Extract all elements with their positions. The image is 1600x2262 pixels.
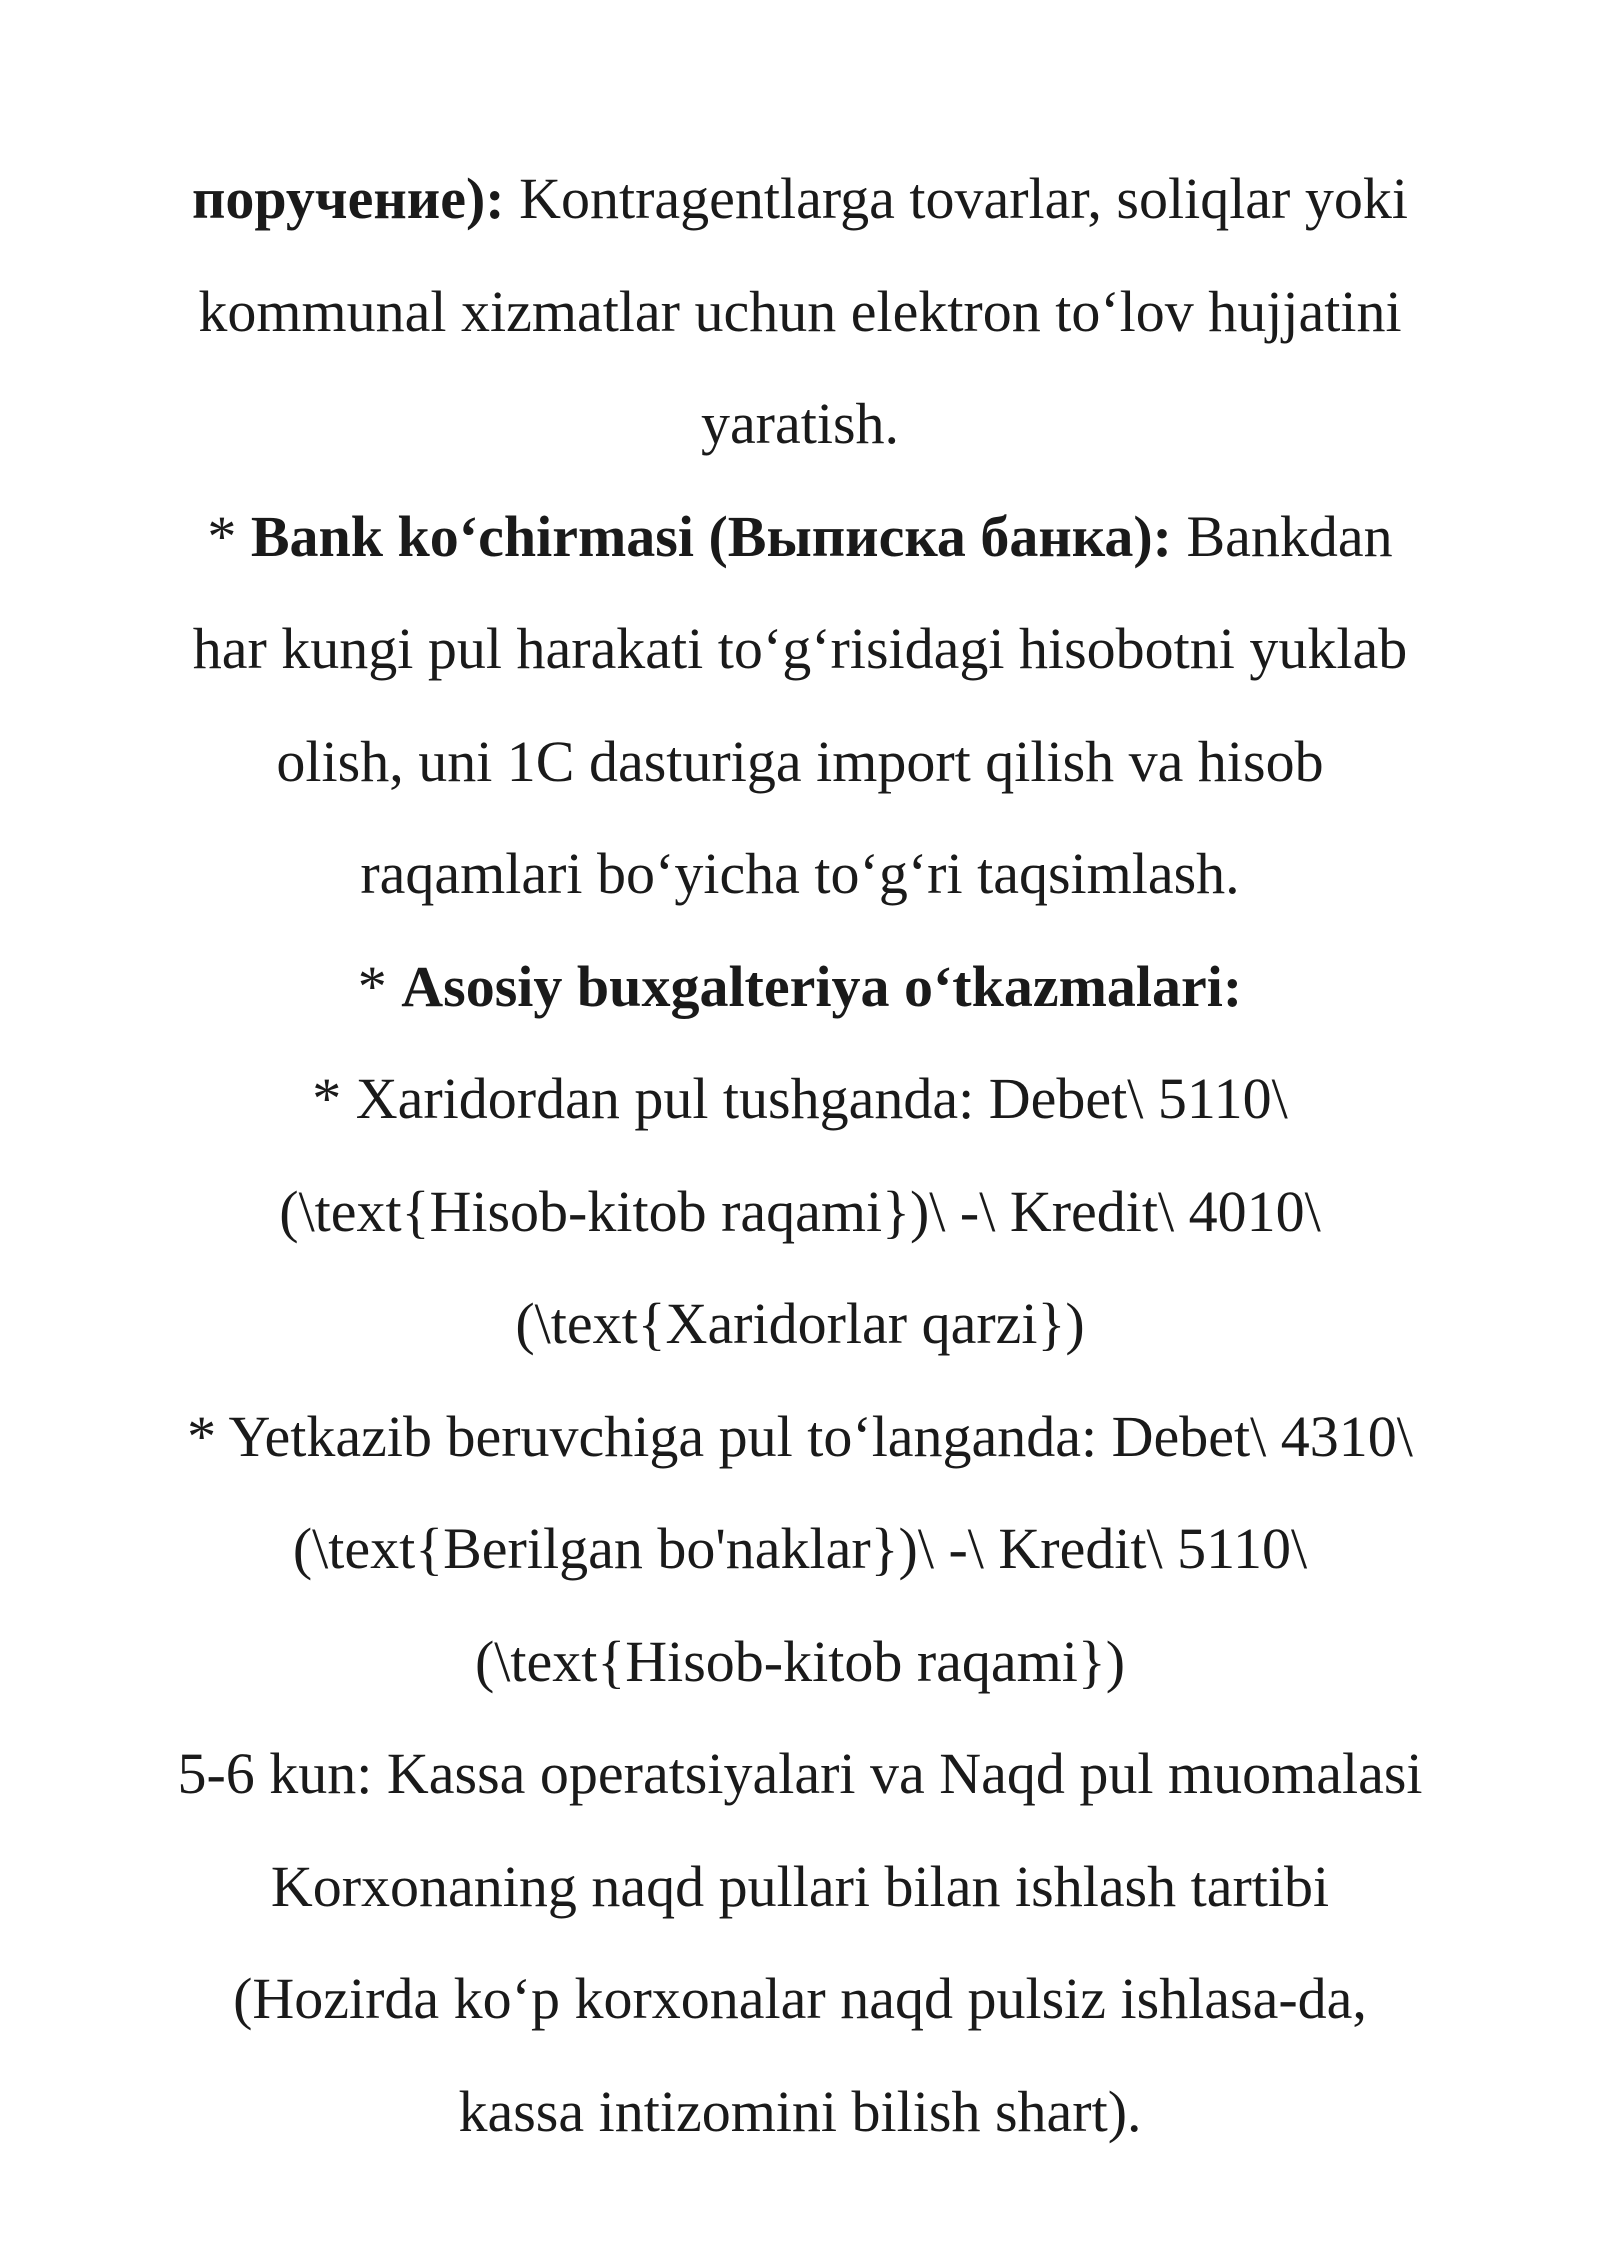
entry-2-line-3: (\text{Hisob-kitob raqami}) bbox=[474, 1628, 1126, 1694]
section-line-4: kassa intizomini bilish shart). bbox=[458, 2078, 1142, 2144]
paragraph-2-line-2: har kungi pul harakati to‘g‘risidagi hisobotni yuklab bbox=[192, 616, 1408, 681]
paragraph-3-line-1 bbox=[90, 931, 1510, 1044]
entry-2-line-2: (\text{Berilgan bo'naklar})\ -\ Kredit\ 5110\ bbox=[292, 1516, 1308, 1581]
section-line-2: Korxonaning naqd pullari bilan ishlash tartibi bbox=[270, 1853, 1330, 1919]
paragraph-2-line-4: raqamlari bo‘yicha to‘g‘ri taqsimlash. bbox=[360, 841, 1240, 906]
entry-1-line-2: (\text{Hisob-kitob raqami})\ -\ Kredit\ 4010\ bbox=[279, 1178, 1321, 1244]
entry-1-line-3: (\text{Xaridorlar qarzi}) bbox=[515, 1291, 1085, 1356]
entry-2-line-1: * Yetkazib beruvchiga pul to‘langanda: Debet\ 4310\ bbox=[187, 1403, 1413, 1469]
bullet-marker: * bbox=[357, 953, 402, 1019]
entry-1-line-1: * Xaridordan pul tushganda: Debet\ 5110\ bbox=[312, 1066, 1288, 1131]
paragraph-1-line-1 bbox=[90, 143, 1510, 256]
paragraph-2-text-1: Bankdan bbox=[1171, 503, 1393, 569]
paragraph-2-line-3: olish, uni 1C dasturiga import qilish va hisob bbox=[276, 728, 1324, 794]
bold-lead-term: поручение): bbox=[192, 166, 505, 231]
paragraph-1-text-1: Kontragentlarga tovarlar, soliqlar yoki bbox=[504, 166, 1408, 231]
section-heading: 5-6 kun: Kassa operatsiyalari va Naqd pul muomalasi bbox=[177, 1741, 1423, 1806]
paragraph-1-line-2: kommunal xizmatlar uchun elektron to‘lov hujjatini bbox=[198, 278, 1402, 344]
document-body bbox=[90, 143, 1510, 2168]
paragraph-2-line-1 bbox=[90, 481, 1510, 594]
section-line-3: (Hozirda ko‘p korxonalar naqd pulsiz ishlasa-da, bbox=[233, 1966, 1367, 2031]
accounting-entries-title: Asosiy buxgalteriya o‘tkazmalari: bbox=[401, 953, 1243, 1019]
bank-statement-title: Bank ko‘chirmasi (Выписка банка): bbox=[250, 503, 1172, 569]
bullet-marker: * bbox=[207, 503, 251, 569]
paragraph-1-line-3: yaratish. bbox=[700, 391, 900, 456]
